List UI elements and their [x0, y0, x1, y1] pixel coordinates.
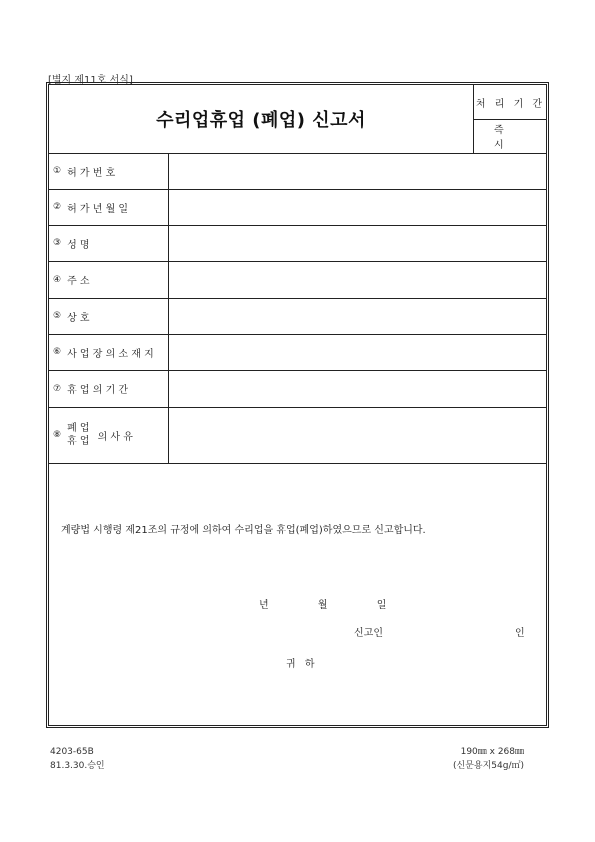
- closure-label: 폐 업: [67, 423, 90, 434]
- declaration-statement: 계량법 시행령 제21조의 규정에 의하여 수리업을 휴업(폐업)하였으므로 신고합니다.: [61, 525, 426, 536]
- field-label: [49, 153, 169, 189]
- suspension-period-input[interactable]: [169, 370, 546, 407]
- approval-date: 81.3.30.승인: [50, 761, 105, 771]
- field-label-text: 주 소: [67, 276, 90, 287]
- recipient-label: 귀 하: [286, 659, 318, 670]
- field-label: [49, 261, 169, 298]
- name-input[interactable]: [169, 225, 546, 261]
- date-line: [259, 596, 412, 611]
- field-number: ⑧: [53, 430, 62, 440]
- year-label: 년: [259, 600, 269, 611]
- applicant-label: 신고인: [354, 628, 383, 639]
- field-row-address: [49, 261, 546, 299]
- day-label: 일: [376, 600, 387, 611]
- processing-period-label: 처 리 기 간: [474, 85, 547, 120]
- permit-number-input[interactable]: [169, 153, 546, 189]
- suspension-label: 휴 업: [67, 436, 90, 447]
- field-label-text: 성 명: [67, 239, 90, 251]
- field-label: [49, 225, 169, 261]
- field-label-text: 사 업 장 의 소 재 지: [67, 348, 154, 360]
- month-label: 월: [317, 600, 328, 611]
- field-row-permit-date: [49, 189, 546, 226]
- field-label: [49, 298, 169, 334]
- field-number: ②: [53, 202, 62, 212]
- form-number: 4203-65B: [50, 747, 94, 757]
- field-number: ④: [53, 274, 62, 285]
- business-name-input[interactable]: [169, 298, 546, 334]
- address-input[interactable]: [169, 261, 546, 298]
- permit-date-input[interactable]: [169, 189, 546, 225]
- form-frame: [46, 82, 549, 728]
- field-number: ③: [53, 238, 62, 248]
- processing-period-value: 즉 시: [494, 125, 532, 151]
- field-number: ⑤: [53, 311, 62, 321]
- field-row-business-name: [49, 298, 546, 335]
- field-row-suspension-period: [49, 370, 546, 408]
- field-label-text: 휴 업 의 기 간: [67, 385, 129, 396]
- field-number: ①: [53, 166, 62, 176]
- form-code: [별지 제11호 서식]: [48, 75, 133, 86]
- field-label-text: 허 가 년 월 일: [67, 203, 129, 215]
- form-title: 수리업휴업 (폐업) 신고서: [156, 110, 366, 131]
- field-label: [49, 407, 169, 463]
- title-row: [49, 85, 546, 154]
- reason-suffix-label: 의 사 유: [97, 431, 133, 443]
- field-number: ⑦: [53, 383, 62, 394]
- business-location-input[interactable]: [169, 334, 546, 370]
- field-label-text: 상 호: [67, 312, 90, 324]
- field-label: [49, 334, 169, 370]
- field-label-text: 허 가 번 호: [67, 167, 116, 179]
- field-label: [49, 189, 169, 225]
- field-label: [49, 370, 169, 407]
- field-row-reason: [49, 407, 546, 464]
- field-row-name: [49, 225, 546, 262]
- processing-period-box: [473, 85, 547, 153]
- paper-size: 190㎜ x 268㎜: [460, 747, 524, 757]
- seal-label: 인: [515, 628, 525, 639]
- reason-label-stack: [67, 422, 90, 448]
- paper-type: (신문용지54g/㎡): [453, 761, 524, 771]
- field-number: ⑥: [53, 347, 62, 357]
- footer-right: [436, 745, 524, 773]
- field-row-business-location: [49, 334, 546, 371]
- reason-input[interactable]: [169, 407, 546, 463]
- field-row-permit-number: [49, 153, 546, 190]
- footer-left: [50, 745, 105, 773]
